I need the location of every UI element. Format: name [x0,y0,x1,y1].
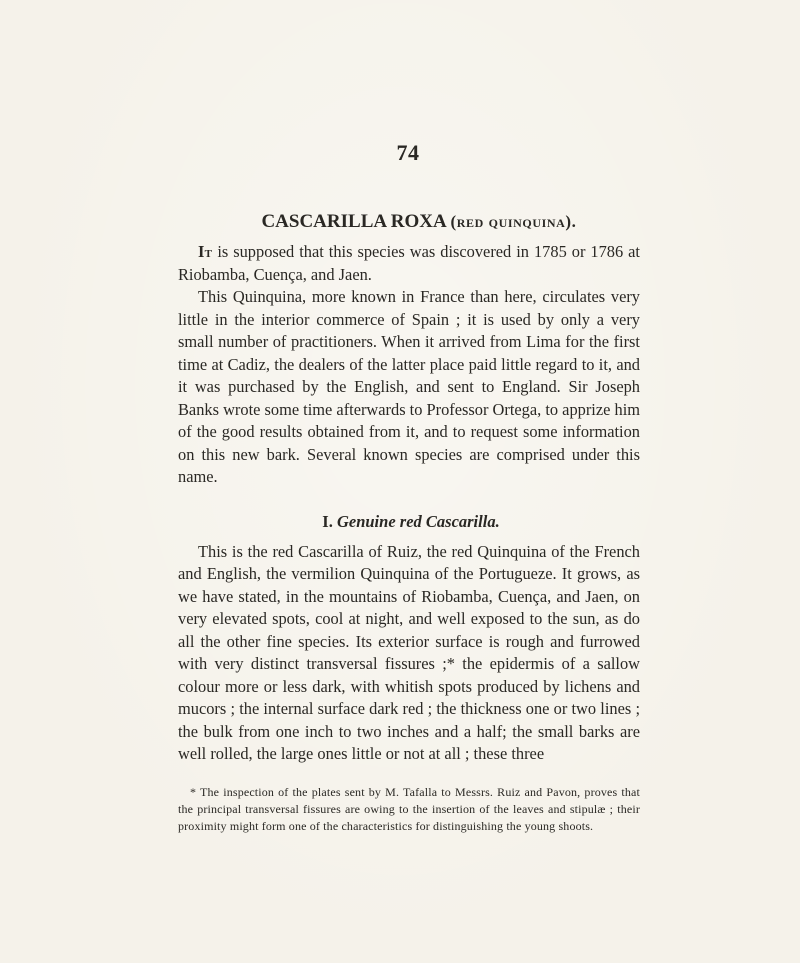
page-text [178,209,640,835]
section-numeral: I. [322,511,333,531]
section-heading [178,511,640,533]
paragraph-lead-word: It [198,242,213,261]
page-number: 74 [396,140,420,165]
paragraph-intro [178,241,640,286]
title-subtitle: (red quinquina). [450,212,577,231]
paragraph-description: This is the red Cascarilla of Ruiz, the red Quinquina of the French and English, the vermilion Quinquina of the Portugueze. It grows, as we have stated, in the mountains of Riobamba, Cuença, and Jaen, on very elevated spots, cool at night, and well exposed to the sun, as do all the other fine species. Its exterior surface is rough and furrowed with very distinct transversal fissures ;* the epidermis of a sallow colour more or less dark, with whitish spots produced by lichens and mucors ; the internal surface dark red ; the thickness one or two lines ; the bulk from one inch to two inches and a half; the small barks are well rolled, the large ones little or not at all ; these three [178,541,640,763]
paragraph-text: is supposed that this species was discovered in 1785 or 1786 at Riobamba, Cuença, and Jaen. [178,242,640,284]
section-title: Genuine red Cascarilla. [336,511,500,531]
paragraph-history: This Quinquina, more known in France than here, circulates very little in the interior commerce of Spain ; it is used by only a very small number of practitioners. When it arrived from Lima for the first time at Cadiz, the dealers of the latter place paid little regard to it, and it was purchased by the English, and sent to England. Sir Joseph Banks wrote some time afterwards to Professor Ortega, to apprize him of the good results obtained from it, and to request some information on this new bark. Several known species are comprised under this name. [178,287,640,486]
footnote: * The inspection of the plates sent by M. Tafalla to Messrs. Ruiz and Pavon, proves that the principal transversal fissures are owing to the insertion of the leaves and stipulæ ; their proximity might form one of the characteristics for distinguishing the young shoots. [178,784,640,833]
chapter-title [178,209,640,235]
title-main: CASCARILLA ROXA [261,211,446,232]
